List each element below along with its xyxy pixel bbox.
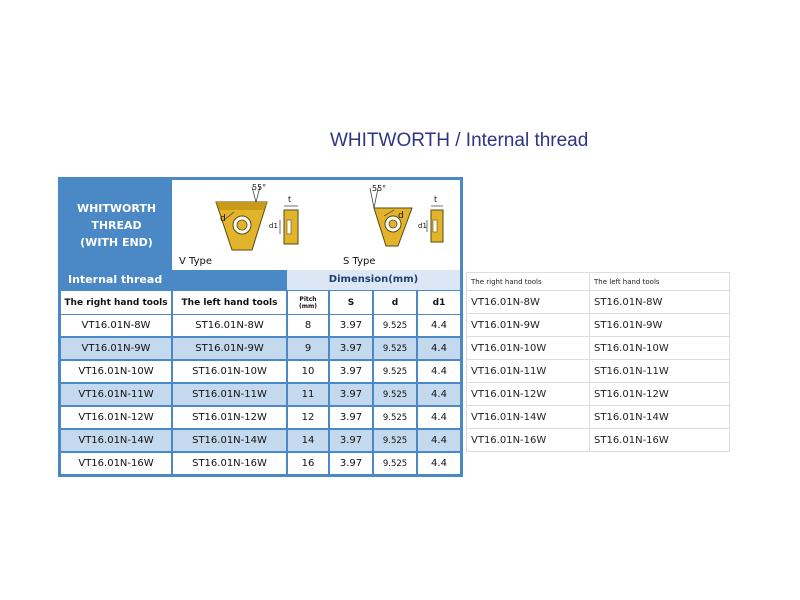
v-angle-label: 55° xyxy=(252,183,267,192)
simple-right-hand-cell: VT16.01N-12W xyxy=(467,383,590,406)
simple-right-hand-cell: VT16.01N-11W xyxy=(467,360,590,383)
simple-right-hand-cell: VT16.01N-16W xyxy=(467,429,590,452)
right-hand-tool-cell: VT16.01N-14W xyxy=(61,430,171,451)
table-row xyxy=(467,406,730,429)
pitch-cell: 16 xyxy=(288,453,328,474)
simple-left-hand-cell: ST16.01N-14W xyxy=(590,406,730,429)
left-hand-tool-cell: ST16.01N-9W xyxy=(173,338,286,359)
s-cell: 3.97 xyxy=(330,315,372,336)
simple-col-right-hand: The right hand tools xyxy=(467,273,590,291)
d-cell: 9.525 xyxy=(374,453,416,474)
internal-thread-label: Internal thread xyxy=(61,270,287,290)
d-cell: 9.525 xyxy=(374,407,416,428)
d1-cell: 4.4 xyxy=(418,430,460,451)
right-hand-tool-cell: VT16.01N-12W xyxy=(61,407,171,428)
left-hand-tool-cell: ST16.01N-16W xyxy=(173,453,286,474)
col-s: S xyxy=(330,291,372,314)
right-hand-tool-cell: VT16.01N-9W xyxy=(61,338,171,359)
left-hand-tool-cell: ST16.01N-8W xyxy=(173,315,286,336)
right-hand-tool-cell: VT16.01N-11W xyxy=(61,384,171,405)
d1-cell: 4.4 xyxy=(418,315,460,336)
right-hand-tool-cell: VT16.01N-10W xyxy=(61,361,171,382)
left-hand-tool-cell: ST16.01N-10W xyxy=(173,361,286,382)
simple-left-hand-cell: ST16.01N-8W xyxy=(590,291,730,314)
right-hand-tool-cell: VT16.01N-8W xyxy=(61,315,171,336)
s-cell: 3.97 xyxy=(330,361,372,382)
d-cell: 9.525 xyxy=(374,338,416,359)
d1-cell: 4.4 xyxy=(418,453,460,474)
insert-illustration xyxy=(172,180,460,270)
s-angle-label: 55° xyxy=(372,184,387,193)
left-hand-tool-cell: ST16.01N-11W xyxy=(173,384,286,405)
d-cell: 9.525 xyxy=(374,384,416,405)
v-d1-label: d1 xyxy=(269,222,278,230)
simple-left-hand-cell: ST16.01N-9W xyxy=(590,314,730,337)
pitch-cell: 9 xyxy=(288,338,328,359)
thread-catalog-panel xyxy=(58,177,463,477)
s-type-insert-drawing xyxy=(320,180,460,270)
s-cell: 3.97 xyxy=(330,338,372,359)
thread-type-title: WHITWORTH THREAD (WITH END) xyxy=(76,201,157,249)
simple-left-hand-cell: ST16.01N-16W xyxy=(590,429,730,452)
s-type-label: S Type xyxy=(343,256,376,267)
left-hand-tool-cell: ST16.01N-12W xyxy=(173,407,286,428)
pitch-cell: 10 xyxy=(288,361,328,382)
simple-col-left-hand: The left hand tools xyxy=(590,273,730,291)
table-row xyxy=(467,314,730,337)
col-right-hand-tools: The right hand tools xyxy=(61,291,171,314)
s-d1-label: d1 xyxy=(418,222,427,230)
pitch-cell: 14 xyxy=(288,430,328,451)
simple-left-hand-cell: ST16.01N-10W xyxy=(590,337,730,360)
simple-left-hand-cell: ST16.01N-12W xyxy=(590,383,730,406)
pitch-cell: 12 xyxy=(288,407,328,428)
table-row xyxy=(467,360,730,383)
simple-right-hand-cell: VT16.01N-10W xyxy=(467,337,590,360)
d-cell: 9.525 xyxy=(374,361,416,382)
v-t-label: t xyxy=(288,195,292,204)
page-title: WHITWORTH / Internal thread xyxy=(330,130,589,151)
d1-cell: 4.4 xyxy=(418,338,460,359)
s-cell: 3.97 xyxy=(330,453,372,474)
d1-cell: 4.4 xyxy=(418,361,460,382)
left-hand-tool-cell: ST16.01N-14W xyxy=(173,430,286,451)
table-row xyxy=(467,337,730,360)
d-cell: 9.525 xyxy=(374,430,416,451)
v-d-label: d xyxy=(220,214,226,224)
simple-table-body xyxy=(467,291,730,452)
s-cell: 3.97 xyxy=(330,407,372,428)
simple-right-hand-cell: VT16.01N-14W xyxy=(467,406,590,429)
d1-cell: 4.4 xyxy=(418,407,460,428)
table-row xyxy=(467,429,730,452)
d1-cell: 4.4 xyxy=(418,384,460,405)
simple-table-header-row xyxy=(467,273,730,291)
s-cell: 3.97 xyxy=(330,384,372,405)
simple-right-hand-cell: VT16.01N-9W xyxy=(467,314,590,337)
thread-type-header xyxy=(61,180,172,270)
right-hand-tool-cell: VT16.01N-16W xyxy=(61,453,171,474)
table-row xyxy=(467,291,730,314)
col-d: d xyxy=(374,291,416,314)
table-row xyxy=(467,383,730,406)
s-cell: 3.97 xyxy=(330,430,372,451)
simple-tools-table xyxy=(466,272,730,452)
dimension-label: Dimension(mm) xyxy=(287,270,460,290)
d-cell: 9.525 xyxy=(374,315,416,336)
s-t-label: t xyxy=(434,195,438,204)
pitch-cell: 11 xyxy=(288,384,328,405)
col-pitch: Pitch (mm) xyxy=(288,291,328,314)
simple-left-hand-cell: ST16.01N-11W xyxy=(590,360,730,383)
col-left-hand-tools: The left hand tools xyxy=(173,291,286,314)
pitch-cell: 8 xyxy=(288,315,328,336)
col-d1: d1 xyxy=(418,291,460,314)
s-d-label: d xyxy=(398,211,404,221)
simple-right-hand-cell: VT16.01N-8W xyxy=(467,291,590,314)
v-type-label: V Type xyxy=(179,256,212,267)
